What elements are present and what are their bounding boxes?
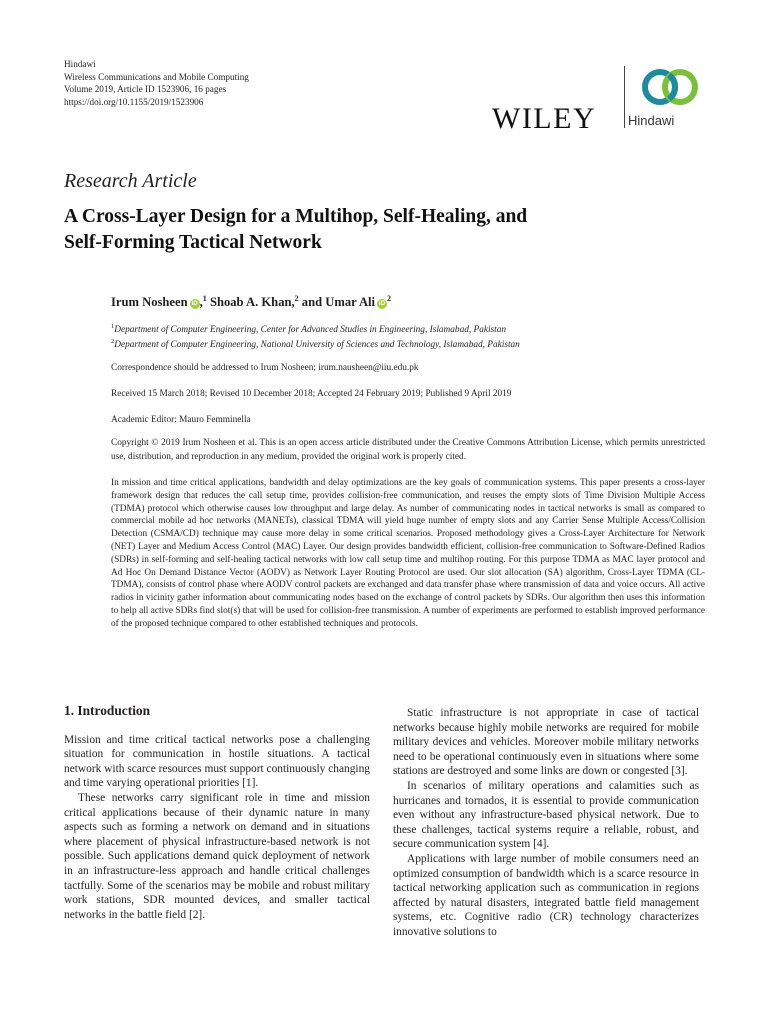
affiliation-number: 1 xyxy=(111,323,115,330)
logo-divider xyxy=(624,66,625,128)
author-affiliation-number: 1 xyxy=(202,294,207,303)
correspondence: Correspondence should be addressed to Irum Nosheen; irum.nausheen@iiu.edu.pk xyxy=(111,363,419,373)
journal-meta xyxy=(64,58,249,108)
paragraph: Static infrastructure is not appropriate in case of tactical networks because highly mobile networks are required for mobile military devices and vehicles. Moreover mobile military networks need to be operational continuously even in situations where some stations are destroyed and some links are down or congested [3]. xyxy=(393,707,699,778)
affiliation-number: 2 xyxy=(111,338,115,345)
paragraph: These networks carry significant role in time and mission critical applications because of their dynamic nature in many aspects such as forming a network on demand and in situations where placement of physical infrastructure-based network is not possible. Such applications demand quick deployment of network in an infrastructure-less approach and handle critical challenges tactfully. Some of the scenarios may be mobile and robust military work stations, SDR mounted devices, and smaller tactical networks in the battle field [2]. xyxy=(64,791,370,921)
affiliation-2 xyxy=(111,338,520,350)
hindawi-rings-icon xyxy=(638,64,702,110)
copyright-notice: Copyright © 2019 Irum Nosheen et al. This is an open access article distributed under the Creative Commons Attribution License, which permits unrestricted use, distribution, and reproduction in any medium, provided the original work is properly cited. xyxy=(111,438,705,462)
author-affiliation-number: 2 xyxy=(294,294,299,303)
affiliation-1 xyxy=(111,323,506,335)
abstract: In mission and time critical applications, bandwidth and delay optimizations are the key goals of communication systems. This paper presents a cross-layer framework design that reduces the call setup time, provides collision-free communication, and reuses the empty slots of Time Division Multiple Access (TDMA) protocol which otherwise causes low throughput and large delay. As number of communicating nodes in tactical networks is small as compared to commercial mobile ad hoc networks (MANETs), classical TDMA will yield huge number of empty slots and any Carrier Sense Multiple Access/Collision Detection (CSMA/CD) technique may cause more delay in some critical scenarios. Proposed methodology gives a Cross-Layer Architecture for Network (NET) Layer and Medium Access Control (MAC) Layer. Our design provides bandwidth efficient, collision-free communication to Software-Defined Radios (SDRs) in self-forming and self-healing tactical networks with low call setup time and multihop routing. For this purpose TDMA as MAC layer protocol and Ad Hoc On Demand Distance Vector (AODV) as Network Layer Routing Protocol are used. Our slot allocation (SA) algorithm, Cross-Layer TDMA (CL-TDMA), consists of control phase where AODV control packets are exchanged and data transfer phase where transmission of data and voice occurs. All active radios in vicinity gather information about communicating nodes based on the exchange of control packets by SDRs. Our algorithm then uses this information to help all active SDRs find slot(s) that will be used for collision-free transmission. A number of experiments are performed to establish improved performance of the proposed technique compared to other established techniques and protocols. xyxy=(111,478,705,629)
author-name: Shoab A. Khan, xyxy=(209,295,295,310)
author-list: Irum Nosheen iD ,$^1$ Shoab A. Khan,$^2$ and Umar Ali $iD^2$ xyxy=(111,294,392,310)
affiliation-text: Department of Computer Engineering, Center for Advanced Studies in Engineering, Islamabad, Pakistan xyxy=(114,325,507,336)
publisher-name: Hindawi xyxy=(64,59,96,69)
author-affiliation-number: 2 xyxy=(387,294,392,303)
title-line-1: A Cross-Layer Design for a Multihop, Self-Healing, and xyxy=(64,206,528,227)
title-line-2: Self-Forming Tactical Network xyxy=(64,232,322,253)
hindawi-logo: Hindawi xyxy=(628,113,675,128)
right-column xyxy=(393,706,699,940)
wiley-logo: WILEY xyxy=(492,102,597,135)
doi-link[interactable]: https://doi.org/10.1155/2019/1523906 xyxy=(64,96,204,107)
left-column xyxy=(64,704,370,922)
volume-line: Volume 2019, Article ID 1523906, 16 pages xyxy=(64,84,227,94)
paragraph: Mission and time critical tactical networks pose a challenging situation for communication in hostile situations. A tactical network with scarce resources must support continuously changing and time varying operational priorities [1]. xyxy=(64,733,370,790)
journal-name: Wireless Communications and Mobile Computing xyxy=(64,71,249,82)
paragraph: Applications with large number of mobile consumers need an optimized consumption of bandwidth which is a scarce resource in tactical networking application such as communication in regions affected by natural disasters, integrated battle field management systems, etc. Cognitive radio (CR) technology characterizes innovative solutions to xyxy=(393,852,699,938)
affiliation-text: Department of Computer Engineering, National University of Sciences and Technology, Islamabad, Pakistan xyxy=(114,340,520,351)
paragraph: In scenarios of military operations and calamities such as hurricanes and tornados, it is essential to provide communication even without any infrastructure-based physical network. Due to these challenges, tactical systems require a reliable, robust, and secure communication system [4]. xyxy=(393,779,699,851)
publication-dates: Received 15 March 2018; Revised 10 December 2018; Accepted 24 February 2019; Published 9 April 2019 xyxy=(111,389,512,399)
article-type: Research Article xyxy=(64,170,197,192)
orcid-icon[interactable]: iD xyxy=(191,301,198,308)
author-name: and Umar Ali xyxy=(301,295,376,310)
orcid-icon[interactable]: iD xyxy=(379,301,386,308)
author-name: Irum Nosheen xyxy=(111,295,188,310)
publisher-branding xyxy=(492,62,712,135)
section-heading: 1. Introduction xyxy=(64,703,151,718)
academic-editor: Academic Editor: Mauro Femminella xyxy=(111,415,251,425)
article-title xyxy=(64,204,664,256)
